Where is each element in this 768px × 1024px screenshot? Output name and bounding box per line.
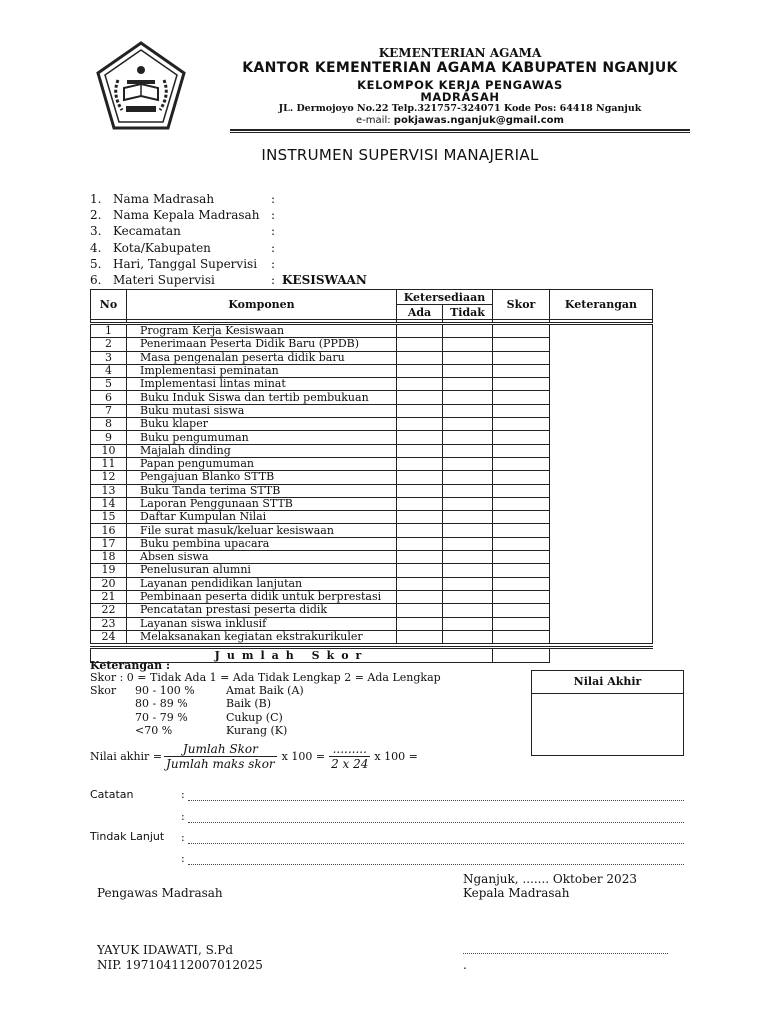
row-number: 20 — [91, 577, 127, 590]
grade-label: Baik (B) — [226, 697, 271, 711]
row-komponen: Buku Tanda terima STTB — [127, 484, 397, 497]
keterangan-cell[interactable] — [550, 324, 653, 644]
tindak-lanjut-colon-1: : — [181, 831, 185, 844]
row-skor-cell[interactable] — [493, 391, 550, 404]
nilai-akhir-box — [531, 670, 684, 756]
row-skor-cell[interactable] — [493, 338, 550, 351]
formula-times-1: x 100 = — [281, 750, 326, 763]
identity-label: Nama Kepala Madrasah — [113, 208, 260, 223]
grade-range: 80 - 89 % — [135, 697, 188, 711]
row-tidak-cell[interactable] — [443, 537, 493, 550]
supervisor-name: YAYUK IDAWATI, S.Pd — [97, 943, 234, 957]
formula-numerator-2: ......... — [329, 742, 370, 757]
identity-label: Hari, Tanggal Supervisi — [113, 256, 258, 271]
row-number: 8 — [91, 418, 127, 431]
formula-numerator-1: Jumlah Skor — [164, 742, 277, 757]
row-number: 15 — [91, 511, 127, 524]
row-number: 4 — [91, 364, 127, 377]
grade-range: 90 - 100 % — [135, 684, 195, 697]
row-komponen: Masa pengenalan peserta didik baru — [127, 351, 397, 364]
row-ada-cell[interactable] — [397, 471, 443, 484]
identity-label: Kecamatan — [113, 224, 181, 239]
formula-fraction-2 — [329, 742, 370, 771]
row-number: 23 — [91, 617, 127, 630]
row-ada-cell[interactable] — [397, 391, 443, 404]
row-number: 22 — [91, 604, 127, 617]
tindak-lanjut-label: Tindak Lanjut — [90, 830, 165, 843]
row-number: 2 — [91, 338, 127, 351]
row-number: 10 — [91, 444, 127, 457]
formula-lhs: Nilai akhir = — [90, 750, 163, 763]
identity-number: 4. — [90, 240, 102, 255]
row-komponen: Program Kerja Kesiswaan — [127, 324, 397, 338]
col-header-komponen: Komponen — [127, 290, 397, 320]
row-number: 19 — [91, 564, 127, 577]
row-tidak-cell[interactable] — [443, 604, 493, 617]
row-skor-cell[interactable] — [493, 511, 550, 524]
tindak-lanjut-colon-2: : — [181, 852, 185, 865]
identity-colon: : — [271, 273, 276, 287]
catatan-colon-2: : — [181, 810, 185, 823]
row-ada-cell[interactable] — [397, 511, 443, 524]
identity-colon: : — [271, 208, 276, 223]
row-tidak-cell[interactable] — [443, 617, 493, 630]
row-number: 16 — [91, 524, 127, 537]
row-skor-cell[interactable] — [493, 524, 550, 537]
identity-number: 6. — [90, 273, 102, 287]
col-header-skor: Skor — [493, 290, 550, 320]
header-madrasah: MADRASAH — [420, 90, 500, 104]
row-tidak-cell[interactable] — [443, 404, 493, 417]
row-komponen: Papan pengumuman — [127, 457, 397, 470]
row-komponen: Pencatatan prestasi peserta didik — [127, 604, 397, 617]
table-row — [91, 324, 653, 338]
row-tidak-cell[interactable] — [443, 324, 493, 338]
identity-label: Materi Supervisi — [113, 273, 215, 287]
row-skor-cell[interactable] — [493, 590, 550, 603]
row-ada-cell[interactable] — [397, 564, 443, 577]
row-skor-cell[interactable] — [493, 484, 550, 497]
row-number: 21 — [91, 590, 127, 603]
row-skor-cell[interactable] — [493, 444, 550, 457]
identity-colon: : — [271, 224, 276, 239]
identity-colon: : — [271, 192, 276, 206]
row-number: 5 — [91, 378, 127, 391]
header-address: JL. Dermojoyo No.22 Telp.321757-324071 Kode Pos: 64418 Nganjuk — [278, 103, 642, 114]
total-label: Jumlah Skor — [91, 648, 493, 663]
grade-range: <70 % — [135, 723, 173, 737]
keterangan-title: Keterangan : — [90, 659, 171, 672]
row-tidak-cell[interactable] — [443, 444, 493, 457]
row-komponen: Layanan siswa inklusif — [127, 617, 397, 630]
catatan-label: Catatan — [90, 788, 134, 801]
row-number: 17 — [91, 537, 127, 550]
header-divider-thin — [230, 132, 690, 133]
row-ada-cell[interactable] — [397, 497, 443, 510]
identity-label: Kota/Kabupaten — [113, 240, 211, 255]
skor-legend: Skor : 0 = Tidak Ada 1 = Ada Tidak Lengkap 2 = Ada Lengkap — [90, 671, 441, 684]
row-komponen: Buku klaper — [127, 418, 397, 431]
row-komponen: Absen siswa — [127, 551, 397, 564]
supervisor-role: Pengawas Madrasah — [97, 886, 223, 900]
row-komponen: Penerimaan Peserta Didik Baru (PPDB) — [127, 338, 397, 351]
skor-grade-label: Skor — [90, 684, 117, 697]
supervisor-nip: NIP. 197104112007012025 — [97, 958, 263, 972]
principal-name-line[interactable] — [463, 945, 668, 954]
col-header-ketersediaan: Ketersediaan — [397, 290, 493, 305]
grade-label: Kurang (K) — [226, 723, 288, 737]
row-komponen: Laporan Penggunaan STTB — [127, 497, 397, 510]
row-skor-cell[interactable] — [493, 604, 550, 617]
row-skor-cell[interactable] — [493, 404, 550, 417]
identity-colon: : — [271, 240, 276, 255]
row-number: 14 — [91, 497, 127, 510]
formula-fraction-1 — [164, 742, 277, 771]
total-blank — [550, 648, 653, 663]
tindak-lanjut-line-1[interactable] — [188, 833, 684, 844]
grade-label: Amat Baik (A) — [226, 684, 304, 697]
formula-denominator-2: 2 x 24 — [331, 757, 369, 771]
row-ada-cell[interactable] — [397, 338, 443, 351]
row-tidak-cell[interactable] — [443, 497, 493, 510]
total-skor-cell[interactable] — [493, 648, 550, 663]
catatan-line-1[interactable] — [188, 790, 684, 801]
row-skor-cell[interactable] — [493, 471, 550, 484]
header-ministry: KEMENTERIAN AGAMA — [378, 46, 542, 60]
row-tidak-cell[interactable] — [443, 551, 493, 564]
row-tidak-cell[interactable] — [443, 577, 493, 590]
row-skor-cell[interactable] — [493, 378, 550, 391]
row-skor-cell[interactable] — [493, 537, 550, 550]
row-number: 13 — [91, 484, 127, 497]
identity-number: 2. — [90, 208, 102, 223]
identity-value[interactable]: KESISWAAN — [282, 273, 367, 287]
principal-role: Kepala Madrasah — [463, 886, 570, 900]
header-group: KELOMPOK KERJA PENGAWAS — [357, 78, 563, 92]
row-skor-cell[interactable] — [493, 564, 550, 577]
header-office: KANTOR KEMENTERIAN AGAMA KABUPATEN NGANJUK — [242, 60, 678, 76]
row-tidak-cell[interactable] — [443, 484, 493, 497]
row-skor-cell[interactable] — [493, 617, 550, 630]
row-ada-cell[interactable] — [397, 404, 443, 417]
row-tidak-cell[interactable] — [443, 511, 493, 524]
col-header-tidak: Tidak — [443, 305, 493, 320]
grade-label: Cukup (C) — [226, 710, 283, 724]
col-header-no: No — [91, 290, 127, 320]
row-number: 9 — [91, 431, 127, 444]
row-tidak-cell[interactable] — [443, 431, 493, 444]
total-row — [91, 648, 653, 663]
row-komponen: File surat masuk/keluar kesiswaan — [127, 524, 397, 537]
row-komponen: Melaksanakan kegiatan ekstrakurikuler — [127, 630, 397, 643]
row-komponen: Buku Induk Siswa dan tertib pembukuan — [127, 391, 397, 404]
row-ada-cell[interactable] — [397, 364, 443, 377]
place-date: Nganjuk, ....... Oktober 2023 — [463, 872, 637, 886]
row-tidak-cell[interactable] — [443, 564, 493, 577]
row-tidak-cell[interactable] — [443, 378, 493, 391]
kemenag-logo — [94, 40, 188, 134]
row-skor-cell[interactable] — [493, 577, 550, 590]
row-number: 6 — [91, 391, 127, 404]
catatan-line-2[interactable] — [188, 812, 684, 823]
row-tidak-cell[interactable] — [443, 338, 493, 351]
row-ada-cell[interactable] — [397, 324, 443, 338]
row-komponen: Daftar Kumpulan Nilai — [127, 511, 397, 524]
row-ada-cell[interactable] — [397, 630, 443, 643]
row-number: 7 — [91, 404, 127, 417]
row-number: 1 — [91, 324, 127, 338]
row-ada-cell[interactable] — [397, 431, 443, 444]
row-ada-cell[interactable] — [397, 418, 443, 431]
email-label: e-mail: — [356, 115, 391, 126]
row-ada-cell[interactable] — [397, 444, 443, 457]
row-number: 18 — [91, 551, 127, 564]
row-tidak-cell[interactable] — [443, 364, 493, 377]
row-komponen: Buku pengumuman — [127, 431, 397, 444]
row-komponen: Pembinaan peserta didik untuk berprestasi — [127, 590, 397, 603]
identity-number: 5. — [90, 256, 102, 271]
row-komponen: Buku pembina upacara — [127, 537, 397, 550]
row-skor-cell[interactable] — [493, 457, 550, 470]
row-ada-cell[interactable] — [397, 577, 443, 590]
row-skor-cell[interactable] — [493, 551, 550, 564]
row-ada-cell[interactable] — [397, 378, 443, 391]
row-ada-cell[interactable] — [397, 590, 443, 603]
row-komponen: Implementasi lintas minat — [127, 378, 397, 391]
row-tidak-cell[interactable] — [443, 590, 493, 603]
formula — [90, 742, 418, 771]
identity-number: 1. — [90, 192, 102, 206]
nilai-akhir-title: Nilai Akhir — [532, 671, 683, 694]
formula-denominator-1: Jumlah maks skor — [166, 757, 275, 771]
row-number: 12 — [91, 471, 127, 484]
row-number: 24 — [91, 630, 127, 643]
col-header-ada: Ada — [397, 305, 443, 320]
row-skor-cell[interactable] — [493, 630, 550, 643]
row-number: 11 — [91, 457, 127, 470]
row-tidak-cell[interactable] — [443, 471, 493, 484]
row-komponen: Pengajuan Blanko STTB — [127, 471, 397, 484]
row-tidak-cell[interactable] — [443, 524, 493, 537]
row-ada-cell[interactable] — [397, 524, 443, 537]
grade-range: 70 - 79 % — [135, 710, 188, 724]
row-komponen: Majalah dinding — [127, 444, 397, 457]
row-komponen: Penelusuran alumni — [127, 564, 397, 577]
identity-number: 3. — [90, 224, 102, 239]
row-skor-cell[interactable] — [493, 324, 550, 338]
row-komponen: Implementasi peminatan — [127, 364, 397, 377]
row-skor-cell[interactable] — [493, 418, 550, 431]
row-ada-cell[interactable] — [397, 551, 443, 564]
row-komponen: Layanan pendidikan lanjutan — [127, 577, 397, 590]
row-skor-cell[interactable] — [493, 497, 550, 510]
row-ada-cell[interactable] — [397, 457, 443, 470]
row-ada-cell[interactable] — [397, 604, 443, 617]
row-tidak-cell[interactable] — [443, 391, 493, 404]
component-table — [90, 289, 653, 663]
row-skor-cell[interactable] — [493, 364, 550, 377]
identity-colon: : — [271, 256, 276, 271]
tindak-lanjut-line-2[interactable] — [188, 854, 684, 865]
row-tidak-cell[interactable] — [443, 630, 493, 643]
document-title: INSTRUMEN SUPERVISI MANAJERIAL — [261, 146, 539, 164]
row-komponen: Buku mutasi siswa — [127, 404, 397, 417]
row-number: 3 — [91, 351, 127, 364]
formula-times-2: x 100 = — [374, 750, 418, 763]
header-email-line — [230, 115, 690, 126]
principal-nip-dot: . — [463, 958, 467, 972]
row-tidak-cell[interactable] — [443, 418, 493, 431]
header-divider — [230, 129, 690, 131]
catatan-colon-1: : — [181, 788, 185, 801]
row-skor-cell[interactable] — [493, 431, 550, 444]
row-ada-cell[interactable] — [397, 617, 443, 630]
row-ada-cell[interactable] — [397, 484, 443, 497]
row-tidak-cell[interactable] — [443, 457, 493, 470]
email-address[interactable]: pokjawas.nganjuk@gmail.com — [393, 115, 564, 126]
row-ada-cell[interactable] — [397, 351, 443, 364]
identity-label: Nama Madrasah — [113, 192, 215, 206]
row-skor-cell[interactable] — [493, 351, 550, 364]
row-ada-cell[interactable] — [397, 537, 443, 550]
row-tidak-cell[interactable] — [443, 351, 493, 364]
col-header-keterangan: Keterangan — [550, 290, 653, 320]
